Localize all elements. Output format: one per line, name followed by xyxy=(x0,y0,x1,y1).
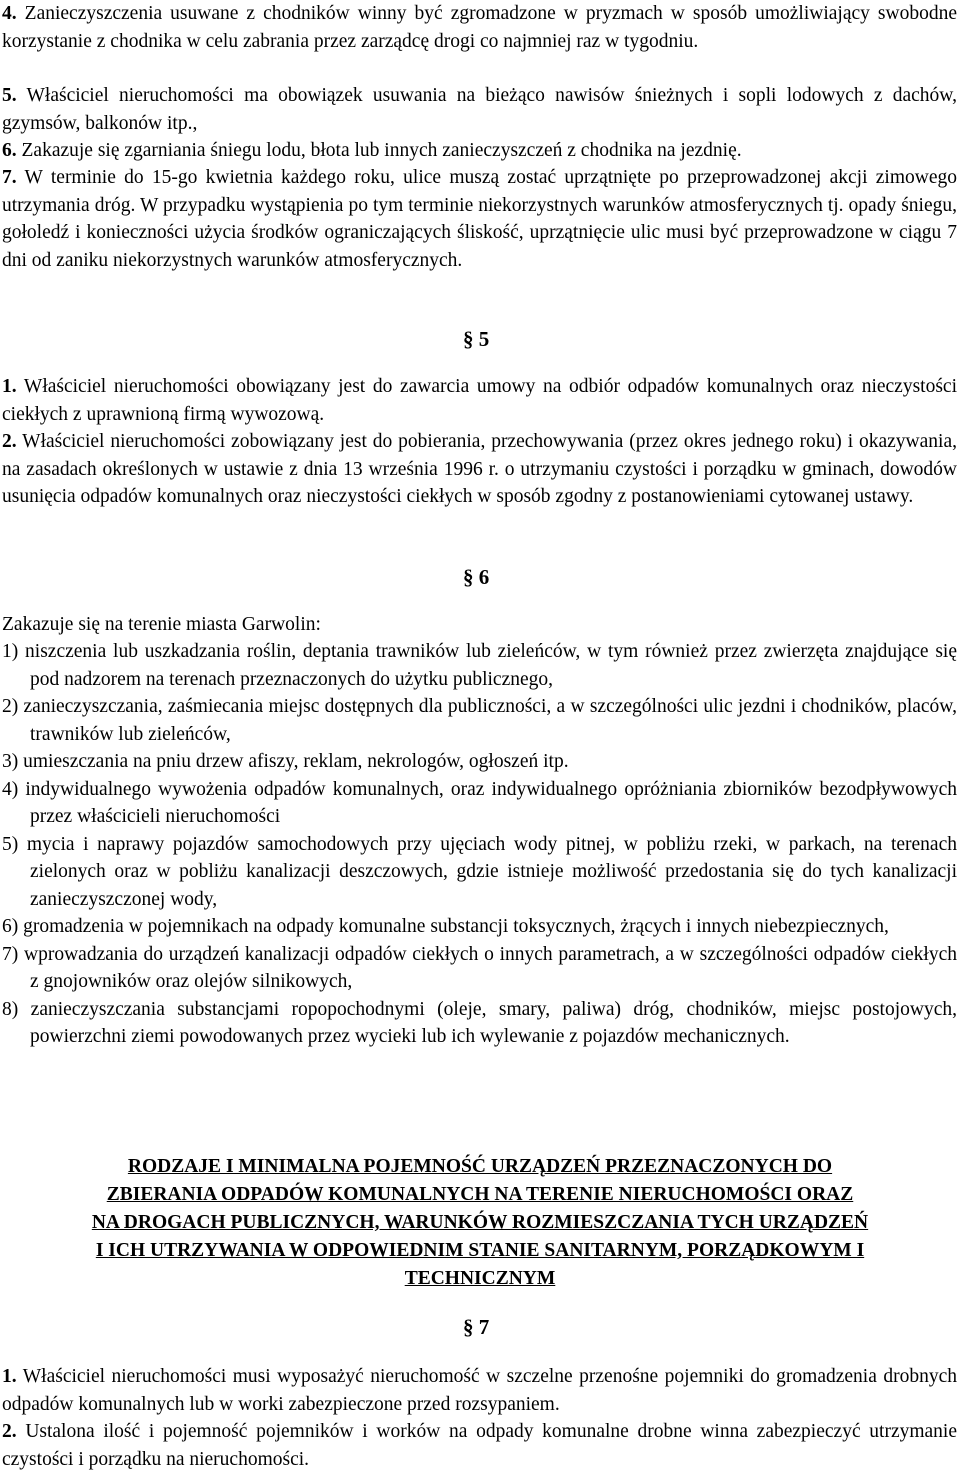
paragraph-number: 2. xyxy=(2,431,17,452)
paragraph-text: Ustalona ilość i pojemność pojemników i worków na odpady komunalne drobne winna zabezpieczyć utrzymanie czystości i porządku na nieruchomości. xyxy=(2,1421,957,1470)
section-7-title: § 7 xyxy=(463,1315,490,1339)
paragraph-text: Właściciel nieruchomości zobowiązany jest do pobierania, przechowywania (przez okres jednego roku) i okazywania, na zasadach określonych w ustawie z dnia 13 września 1996 r. o utrzymaniu czystości i porządku w gminach, dowodów usunięcia odpadów komunalnych oraz nieczystości ciekłych w sposób zgodny z postanowieniami cytowanej ustawy. xyxy=(2,431,957,507)
list-item: 8) zanieczyszczania substancjami ropopochodnymi (oleje, smary, paliwa) dróg, chodników, miejsc postojowych, powierzchni ziemi powodowanych przez wycieki lub ich wylewanie z pojazdów mechanicznych. xyxy=(2,998,957,1047)
s6-intro-text: Zakazuje się na terenie miasta Garwolin: xyxy=(2,614,321,635)
paragraph-6 xyxy=(2,137,957,165)
s5-paragraph-1 xyxy=(2,373,957,428)
paragraph-number: 7. xyxy=(2,167,17,188)
paragraph-text: W terminie do 15-go kwietnia każdego roku, ulice muszą zostać uprzątnięte po przeprowadzonej akcji zimowego utrzymania dróg. W przypadku wystąpienia po tym terminie niekorzystnych warunków atmosferycznych tj. opady śniegu, gołoledź i konieczności użycia środków ograniczających śliskość, uprzątnięcie ulic musi być przeprowadzone w ciągu 7 dni od zaniku niekorzystnych warunków atmosferycznych. xyxy=(2,167,957,271)
heading-line: RODZAJE I MINIMALNA POJEMNOŚĆ URZĄDZEŃ PRZEZNACZONYCH DO xyxy=(127,1156,833,1177)
heading-line: ZBIERANIA ODPADÓW KOMUNALNYCH NA TERENIE NIERUCHOMOŚCI ORAZ xyxy=(106,1184,854,1205)
heading-line: NA DROGACH PUBLICZNYCH, WARUNKÓW ROZMIESZCZANIA TYCH URZĄDZEŃ xyxy=(91,1212,869,1233)
list-item: 4) indywidualnego wywożenia odpadów komunalnych, oraz indywidualnego opróżniania zbiorników bezodpływowych przez właścicieli nieruchomości xyxy=(2,778,957,827)
paragraph-number: 1. xyxy=(2,1366,17,1387)
paragraph-text: Zakazuje się zgarniania śniegu lodu, błota lub innych zanieczyszczeń z chodnika na jezdnię. xyxy=(21,140,742,161)
heading-line: TECHNICZNYM xyxy=(404,1268,556,1289)
chapter-heading xyxy=(0,1153,960,1293)
list-item: 7) wprowadzania do urządzeń kanalizacji odpadów ciekłych o innych parametrach, a w szczególności odpadów ciekłych z gnojowników oraz olejów silnikowych, xyxy=(2,943,957,992)
paragraph-text: Właściciel nieruchomości ma obowiązek usuwania na bieżąco nawisów śnieżnych i sopli lodowych z dachów, gzymsów, balkonów itp., xyxy=(2,85,957,134)
list-item: 5) mycia i naprawy pojazdów samochodowych przy ujęciach wody pitnej, w pobliżu rzeki, w parkach, na terenach zielonych oraz w pobliżu kanalizacji deszczowych, gdzie istnieje możliwość przedostania się do tych kanalizacji zanieczyszczonej wody, xyxy=(2,833,957,910)
list-item: 3) umieszczania na pniu drzew afiszy, reklam, nekrologów, ogłoszeń itp. xyxy=(2,751,569,772)
list-item: 2) zanieczyszczania, zaśmiecania miejsc dostępnych dla publiczności, a w szczególności ulic jezdni i chodników, placów, trawników lub zieleńców, xyxy=(2,696,957,745)
paragraph-number: 6. xyxy=(2,140,17,161)
s6-list xyxy=(2,638,957,1051)
paragraph-number: 5. xyxy=(2,85,17,106)
s7-paragraph-1 xyxy=(2,1363,957,1418)
s6-intro xyxy=(2,611,957,639)
list-item: 6) gromadzenia w pojemnikach na odpady komunalne substancji toksycznych, żrących i innych niebezpiecznych, xyxy=(2,916,889,937)
section-6-title: § 6 xyxy=(463,565,490,589)
paragraph-number: 2. xyxy=(2,1421,17,1442)
section-5-title: § 5 xyxy=(463,327,490,351)
paragraph-number: 1. xyxy=(2,376,17,397)
list-item: 1) niszczenia lub uszkadzania roślin, deptania trawników lub zieleńców, w tym również przez zwierzęta znajdujące się pod nadzorem na terenach przeznaczonych do użytku publicznego, xyxy=(2,641,957,690)
paragraph-text: Właściciel nieruchomości obowiązany jest do zawarcia umowy na odbiór odpadów komunalnych oraz nieczystości ciekłych z uprawnioną firmą wywozową. xyxy=(2,376,958,425)
paragraph-text: Zanieczyszczenia usuwane z chodników winny być zgromadzone w pryzmach w sposób umożliwiający swobodne korzystanie z chodnika w celu zabrania przez zarządcę drogi co najmniej raz w tygodniu. xyxy=(2,3,958,52)
paragraph-4 xyxy=(2,0,957,55)
paragraph-5 xyxy=(2,82,957,137)
heading-line: I ICH UTRZYWANIA W ODPOWIEDNIM STANIE SANITARNYM, PORZĄDKOWYM I xyxy=(95,1240,865,1261)
paragraph-7 xyxy=(2,164,957,274)
paragraph-text: Właściciel nieruchomości musi wyposażyć nieruchomość w szczelne przenośne pojemniki do gromadzenia drobnych odpadów komunalnych lub w worki zabezpieczone przed rozsypaniem. xyxy=(2,1366,957,1415)
s5-paragraph-2 xyxy=(2,428,957,511)
s7-paragraph-2 xyxy=(2,1418,957,1473)
paragraph-number: 4. xyxy=(2,3,17,24)
